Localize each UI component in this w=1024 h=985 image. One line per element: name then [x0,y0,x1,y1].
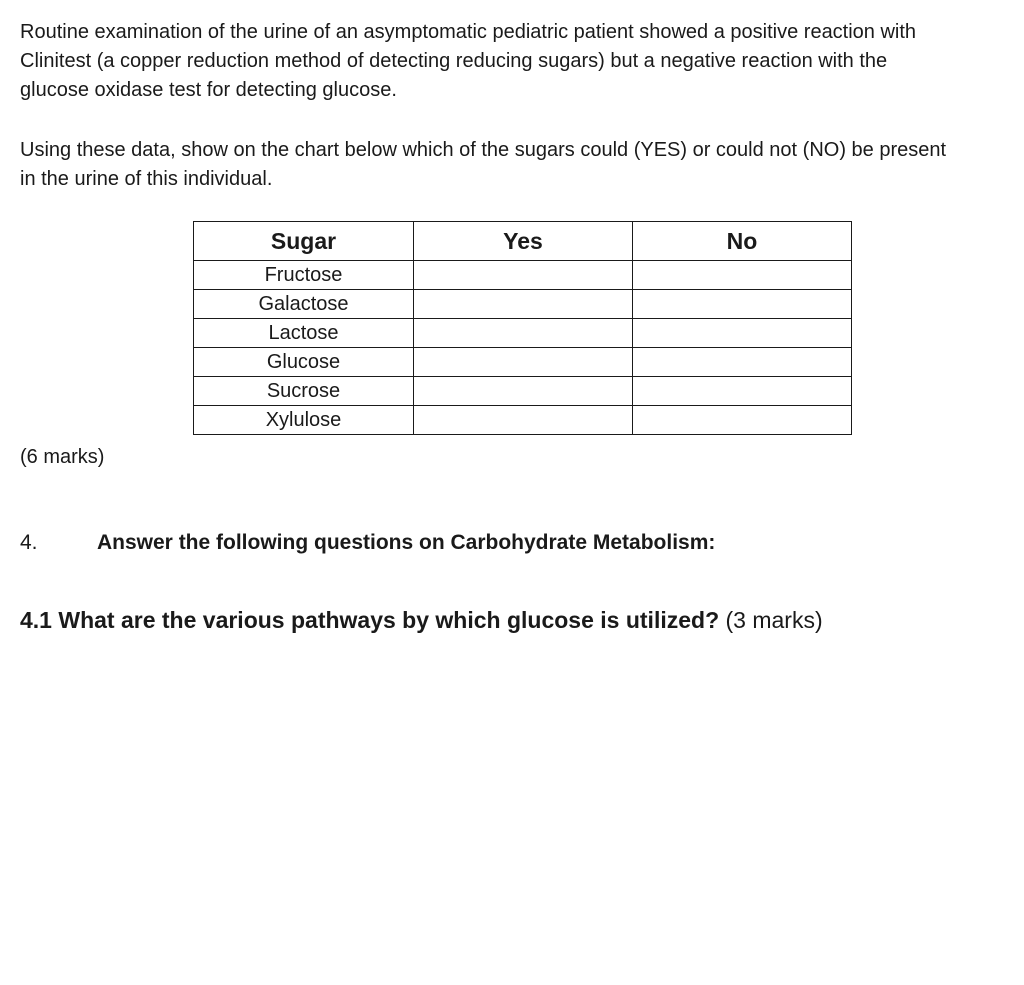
instruction-line: Using these data, show on the chart below which of the sugars could (YES) or could not (NO) be present [20,139,947,161]
table-row [194,348,852,377]
yes-cell[interactable] [414,348,633,377]
yes-cell[interactable] [414,377,633,406]
intro-line: glucose oxidase test for detecting glucose. [20,79,397,101]
intro-line: Routine examination of the urine of an asymptomatic pediatric patient showed a positive reaction with [20,21,917,43]
yes-cell[interactable] [414,290,633,319]
question-4-1-marks: (3 marks) [725,607,823,633]
no-cell[interactable] [633,377,852,406]
table-row [194,406,852,435]
question-4-number: 4. [20,531,38,554]
marks-note: (6 marks) [20,446,105,468]
sugar-name-cell: Glucose [194,348,414,377]
yes-cell[interactable] [414,261,633,290]
intro-line: Clinitest (a copper reduction method of detecting reducing sugars) but a negative reaction with the [20,50,888,72]
sugar-name-cell: Sucrose [194,377,414,406]
header-yes: Yes [414,222,633,261]
question-4-text: Answer the following questions on Carbohydrate Metabolism: [97,531,716,554]
table-row [194,319,852,348]
sugar-table [193,221,852,435]
no-cell[interactable] [633,261,852,290]
table-header-row [194,222,852,261]
no-cell[interactable] [633,290,852,319]
yes-cell[interactable] [414,406,633,435]
no-cell[interactable] [633,348,852,377]
table-row [194,290,852,319]
question-4-heading [20,529,715,557]
sugar-name-cell: Xylulose [194,406,414,435]
yes-cell[interactable] [414,319,633,348]
header-no: No [633,222,852,261]
no-cell[interactable] [633,319,852,348]
question-4-1 [20,604,823,636]
table-row [194,377,852,406]
header-sugar: Sugar [194,222,414,261]
question-4-1-text: 4.1 What are the various pathways by which glucose is utilized? [20,607,720,633]
instruction-paragraph [20,136,1020,194]
table-row [194,261,852,290]
sugar-name-cell: Galactose [194,290,414,319]
sugar-name-cell: Lactose [194,319,414,348]
sugar-name-cell: Fructose [194,261,414,290]
instruction-line: in the urine of this individual. [20,168,273,190]
intro-paragraph [20,18,1020,105]
no-cell[interactable] [633,406,852,435]
